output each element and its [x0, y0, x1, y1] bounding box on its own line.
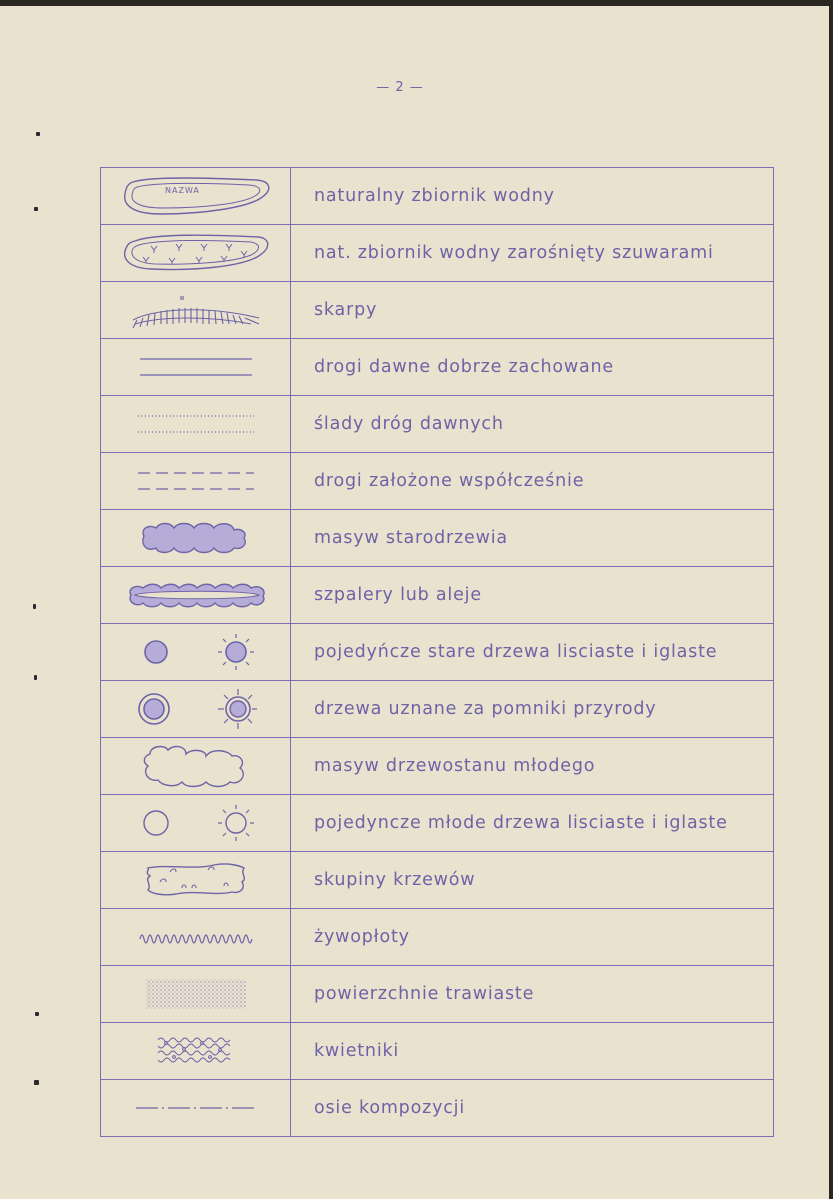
scan-speck [34, 675, 37, 680]
legend-label: ślady dróg dawnych [291, 396, 774, 453]
legend-row [101, 624, 773, 681]
legend-symbol-cell [101, 965, 291, 1022]
legend-row [101, 1079, 773, 1136]
legend-symbol-cell [101, 908, 291, 965]
legend-label: osie kompozycji [314, 1097, 465, 1118]
legend-row [101, 1022, 773, 1079]
young-tree-mass-icon [136, 742, 256, 790]
legend-row [101, 680, 773, 737]
legend-label: masyw starodrzewia [291, 510, 774, 567]
legend-table [100, 167, 774, 1137]
legend-symbol-cell [101, 624, 291, 681]
old-single-trees-icon [136, 632, 256, 672]
embankment-icon [121, 290, 271, 330]
legend-symbol-cell [101, 794, 291, 851]
legend-row [101, 794, 773, 851]
legend-symbol-cell [101, 567, 291, 624]
legend-row [101, 453, 773, 510]
scan-speck [36, 132, 40, 136]
legend-label: drogi założone współcześnie [291, 453, 774, 510]
old-tree-mass-icon [136, 518, 256, 558]
shrub-group-icon [136, 860, 256, 900]
legend-label: pojedyńcze stare drzewa lisciaste i iglaste [291, 624, 774, 681]
legend-row [101, 851, 773, 908]
scan-right-edge [829, 0, 833, 1199]
legend-row [101, 908, 773, 965]
legend-label: pojedyncze młode drzewa lisciaste i iglaste [291, 794, 774, 851]
overgrown-water-body-icon [121, 231, 271, 275]
grass-surface-icon [144, 977, 248, 1011]
legend-row [101, 510, 773, 567]
legend-symbol-cell [101, 1079, 291, 1136]
legend-symbol-cell [101, 339, 291, 396]
legend-label: szpalery lub aleje [291, 567, 774, 624]
legend-symbol-cell [101, 396, 291, 453]
legend-label: drzewa uznane za pomniki przyrody [291, 680, 774, 737]
legend-label: powierzchnie trawiaste [291, 965, 774, 1022]
tree-row-icon [121, 580, 271, 610]
monument-trees-icon [134, 687, 258, 731]
legend-symbol-cell [101, 282, 291, 339]
legend-label: skupiny krzewów [291, 851, 774, 908]
scan-speck [33, 604, 36, 609]
legend-row [101, 396, 773, 453]
composition-axis-icon [134, 1100, 258, 1116]
legend-symbol-cell [101, 1022, 291, 1079]
legend-label: skarpy [291, 282, 774, 339]
legend-row [101, 567, 773, 624]
legend-row [101, 225, 773, 282]
legend-label: żywopłoty [291, 908, 774, 965]
legend-label: masyw drzewostanu młodego [291, 737, 774, 794]
lake-name-label: NAZWA [164, 186, 200, 196]
legend-row [101, 965, 773, 1022]
legend-label: nat. zbiornik wodny zarośnięty szuwarami [291, 225, 774, 282]
page-number: — 2 — [376, 80, 424, 95]
scan-top-edge [0, 0, 833, 6]
legend-symbol-cell [101, 225, 291, 282]
legend-row [101, 168, 773, 225]
old-road-icon [136, 355, 256, 379]
legend-label: naturalny zbiornik wodny [291, 168, 774, 225]
legend-symbol-cell [101, 510, 291, 567]
legend-symbol-cell [101, 851, 291, 908]
legend-row [101, 737, 773, 794]
water-body-icon [121, 174, 271, 218]
legend-label: drogi dawne dobrze zachowane [291, 339, 774, 396]
scan-speck [35, 1012, 39, 1016]
scan-speck [34, 207, 38, 211]
legend-row [101, 282, 773, 339]
modern-road-icon [134, 469, 258, 493]
legend-row [101, 339, 773, 396]
legend-symbol-cell [101, 680, 291, 737]
legend-symbol-cell [101, 453, 291, 510]
legend-label: kwietniki [291, 1022, 774, 1079]
flowerbed-icon [154, 1034, 238, 1068]
legend-symbol-cell [101, 737, 291, 794]
scan-speck [34, 1080, 39, 1085]
hedge-icon [136, 927, 256, 947]
old-road-trace-icon [134, 412, 258, 436]
young-single-trees-icon [136, 803, 256, 843]
legend-symbol-cell [101, 168, 291, 225]
